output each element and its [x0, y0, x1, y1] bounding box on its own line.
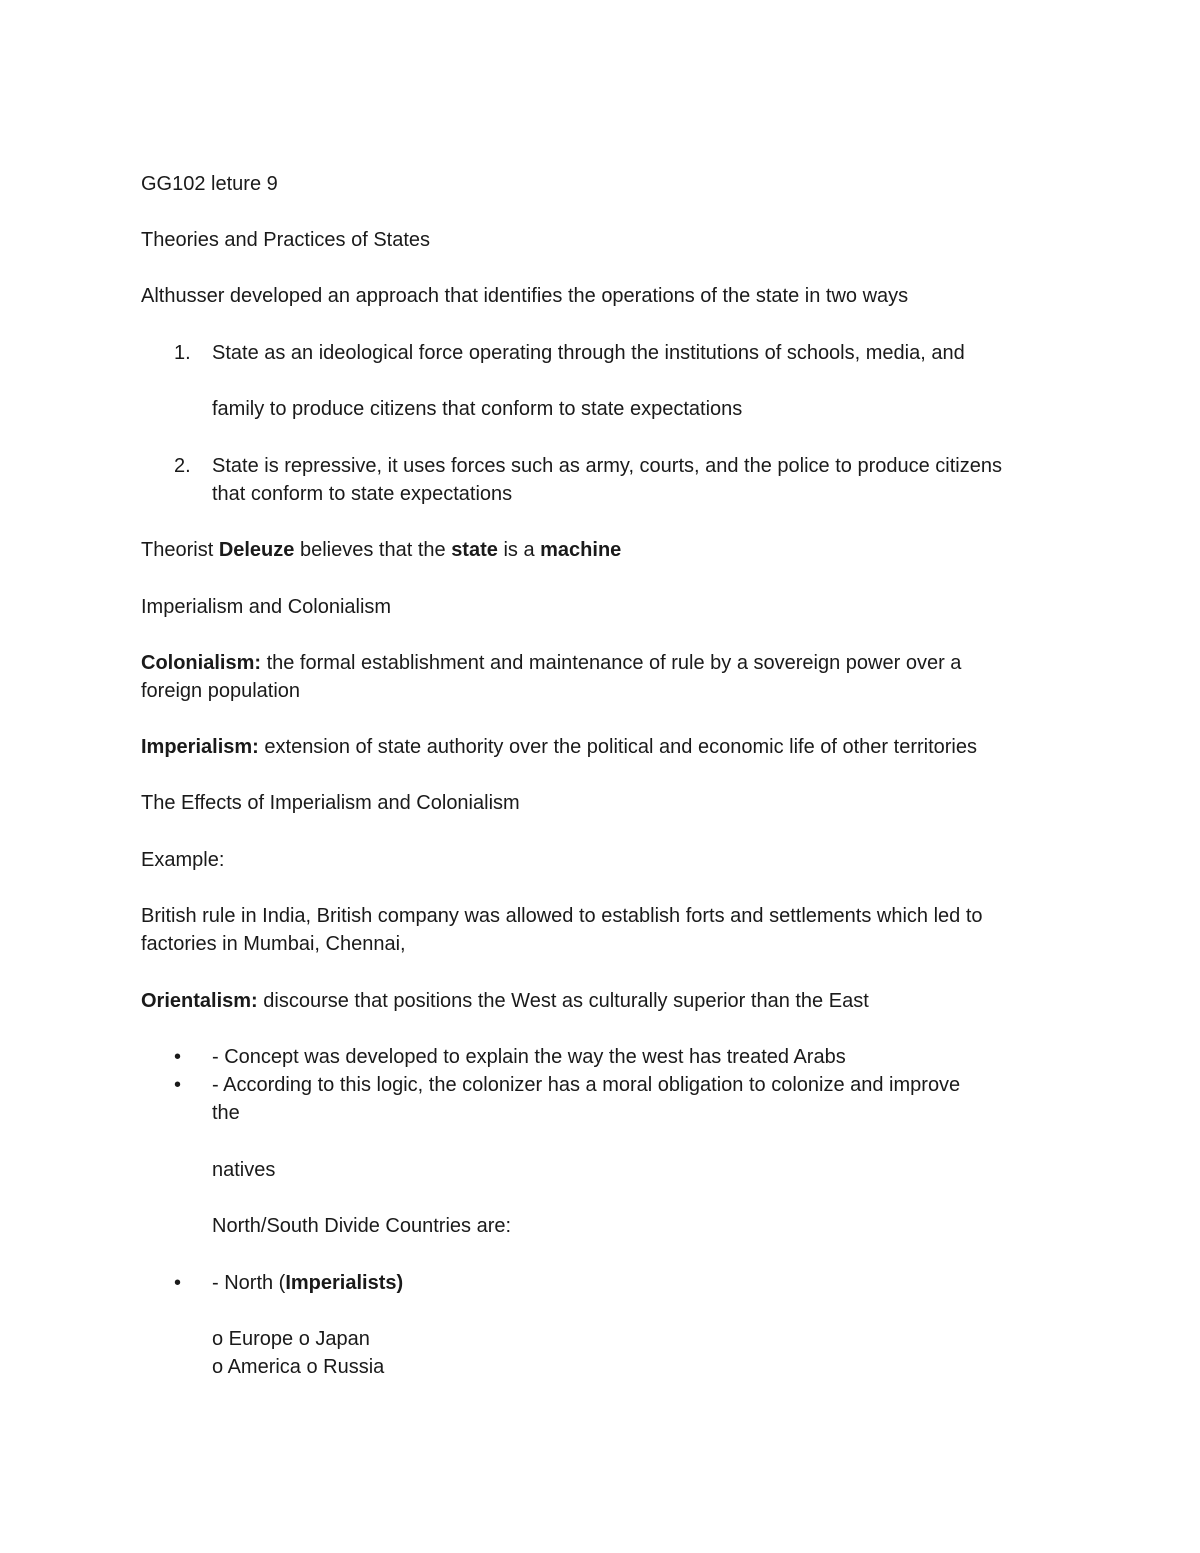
colonialism-def: the formal establishment and maintenance of rule by a sovereign power over a — [261, 652, 962, 674]
colonialism-definition-line1 — [141, 649, 961, 677]
list-item-2-line1: State is repressive, it uses forces such as army, courts, and the police to produce citizens — [212, 455, 1002, 477]
colonialism-definition-line2: foreign population — [141, 680, 301, 702]
deleuze-machine: machine — [540, 539, 622, 561]
north-south-divide-heading: North/South Divide Countries are: — [212, 1215, 512, 1237]
doc-title: GG102 leture 9 — [141, 173, 278, 195]
deleuze-text-5: is a — [497, 539, 541, 561]
natives-text: natives — [212, 1159, 276, 1181]
bullet-item-2-line2: the — [212, 1102, 240, 1124]
intro-paragraph: Althusser developed an approach that identifies the operations of the state in two ways — [141, 285, 909, 307]
countries-line1: o Europe o Japan — [212, 1328, 370, 1350]
heading-theories: Theories and Practices of States — [141, 229, 431, 251]
example-line1: British rule in India, British company was allowed to establish forts and settlements which led to — [141, 905, 983, 927]
imperialism-definition — [141, 733, 977, 761]
deleuze-text-3: believes that the — [294, 539, 452, 561]
colonialism-term: Colonialism: — [141, 652, 262, 674]
imperialism-def: extension of state authority over the political and economic life of other territories — [258, 736, 977, 758]
example-label: Example: — [141, 849, 225, 871]
deleuze-paragraph — [141, 536, 621, 564]
bullet-item-north — [212, 1269, 403, 1297]
deleuze-state: state — [451, 539, 498, 561]
north-imperialists: Imperialists) — [285, 1272, 404, 1294]
bullet-symbol-1: • — [174, 1046, 182, 1068]
deleuze-name: Deleuze — [218, 539, 295, 561]
countries-line2: o America o Russia — [212, 1356, 385, 1378]
list-item-2-line2: that conform to state expectations — [212, 483, 513, 505]
example-line2: factories in Mumbai, Chennai, — [141, 933, 406, 955]
heading-effects: The Effects of Imperialism and Colonialism — [141, 792, 520, 814]
imperialism-term: Imperialism: — [141, 736, 259, 758]
bullet-item-2-line1: - According to this logic, the colonizer has a moral obligation to colonize and improve — [212, 1074, 961, 1096]
bullet-symbol-3: • — [174, 1272, 182, 1294]
list-marker-2: 2. — [174, 455, 191, 477]
list-marker-1: 1. — [174, 342, 191, 364]
bullet-item-1: - Concept was developed to explain the way the west has treated Arabs — [212, 1046, 846, 1068]
heading-imperialism-colonialism: Imperialism and Colonialism — [141, 596, 392, 618]
north-prefix: - North ( — [212, 1272, 286, 1294]
orientalism-def: discourse that positions the West as culturally superior than the East — [257, 990, 869, 1012]
deleuze-text-1: Theorist — [141, 539, 219, 561]
orientalism-term: Orientalism: — [141, 990, 258, 1012]
orientalism-definition — [141, 987, 869, 1015]
bullet-symbol-2: • — [174, 1074, 182, 1096]
list-item-1-line1: State as an ideological force operating through the institutions of schools, media, and — [212, 342, 965, 364]
list-item-1-line2: family to produce citizens that conform to state expectations — [212, 398, 743, 420]
